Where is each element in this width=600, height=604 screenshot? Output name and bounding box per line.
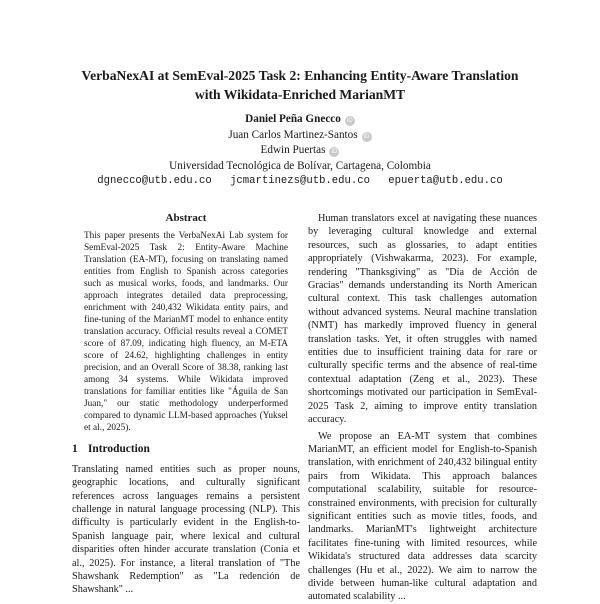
abstract-heading: Abstract	[165, 212, 207, 224]
intro-paragraph-2: Human translators excel at navigating these nuances by leveraging cultural knowledge and external resources, such as glossaries, to adapt entities appropriately (Vishwakarma, 2023). For example, rendering "Thanksgiving" as "Día de Acción de Gracias" demands understanding its North American cultural context. This task challenges automation without advanced systems. Neural machine translation (NMT) has markedly improved fluency in general translation tasks. Yet, it often struggles with named entities due to insufficient training data for rare or culturally specific terms and the absence of real-time contextual adaptation (Zeng et al., 2023). These shortcomings motivated our participation in SemEval-2025 Task 2, aiming to improve entity translation accuracy.	[308, 213, 537, 426]
author-line-3	[40, 143, 560, 159]
intro-paragraph-3: We propose an EA-MT system that combines MarianMT, an efficient model for English-to-Spanish translation, with enrichment of 240,432 bilingual entity pairs from Wikidata. This approach balances computational scalability, suitable for resource-constrained environments, with precision for culturally significant entities such as movie titles, foods, and landmarks. MarianMT's lightweight architecture facilitates fine-tuning with limited resources, while Wikidata's structured data addresses data scarcity challenges (Hu et al., 2022). We aim to narrow the divide between human-like cultural adaptation and automated scalability ...	[308, 430, 537, 603]
title-line-1: VerbaNexAI at SemEval-2025 Task 2: Enhancing Entity-Aware Translation	[81, 68, 519, 83]
orcid-icon[interactable]: iD	[345, 116, 355, 126]
author-name: Daniel Peña Gnecco	[245, 113, 341, 125]
author-line-1	[40, 112, 560, 128]
affiliation: Universidad Tecnológica de Bolívar, Cartagena, Colombia	[169, 159, 431, 172]
abstract-text: This paper presents the VerbaNexAi Lab system for SemEval-2025 Task 2: Entity-Aware Machine Translation (EA-MT), focusing on translating named entities from English to Spanish across categories such as musical works, foods, and landmarks. Our approach integrates detailed data preprocessing, enrichment with 240,432 Wikidata entity pairs, and fine-tuning of the MarianMT model to enhance entity translation accuracy. Official results reveal a COMET score of 87.09, indicating high fluency, an M-ETA score of 24.62, highlighting challenges in entity precision, and an Overall Score of 38.38, ranking last among 34 systems. While Wikidata improved translations for familiar entities like "Águila de San Juan," our static methodology underperformed compared to dynamic LLM-based approaches (Yuksel et al., 2025).	[84, 231, 288, 434]
author-name: Juan Carlos Martinez-Santos	[228, 128, 358, 141]
author-name: Edwin Puertas	[260, 144, 326, 156]
author-emails[interactable]: dgnecco@utb.edu.co jcmartinezs@utb.edu.co epuerta@utb.edu.co	[97, 175, 503, 187]
section-number: 1	[72, 443, 78, 456]
paper-title	[40, 66, 560, 104]
section-heading	[72, 443, 300, 456]
intro-paragraph-1: Translating named entities such as proper nouns, geographic locations, and culturally significant references across languages remains a persistent challenge in natural language processing (NLP). This difficulty is particularly evident in the English-to-Spanish language pair, where lexical and cultural disparities often hinder accurate translation (Conia et al., 2025). For instance, a literal translation of "The Shawshank Redemption" as "La redención de Shawshank" ...	[72, 463, 300, 596]
author-line-2	[40, 128, 560, 144]
orcid-icon[interactable]: iD	[362, 132, 372, 142]
orcid-icon[interactable]: iD	[329, 147, 339, 157]
section-title: Introduction	[88, 443, 150, 456]
right-column	[308, 212, 537, 604]
author-block	[40, 112, 560, 190]
left-column	[72, 212, 300, 597]
title-line-2: with Wikidata-Enriched MarianMT	[194, 87, 406, 102]
